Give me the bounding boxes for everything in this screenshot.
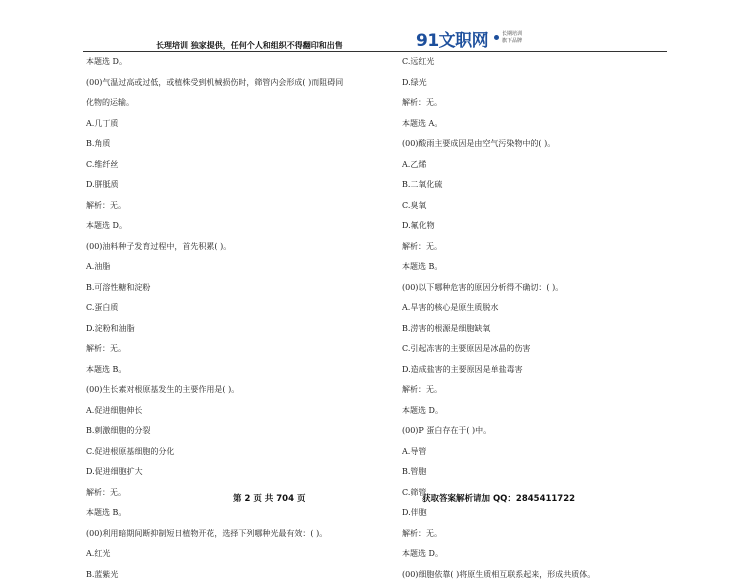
text-line: (00)油料种子发育过程中，首先积累( )。 <box>86 237 396 258</box>
text-line: 本题选 D。 <box>402 401 672 422</box>
text-line: (00)气温过高或过低，或植株受到机械损伤时，筛管内会形成( )而阻碍同 <box>86 73 396 94</box>
text-line: B.二氧化硫 <box>402 175 672 196</box>
text-line: B.涝害的根源是细胞缺氧 <box>402 319 672 340</box>
text-line: C.远红光 <box>402 52 672 73</box>
right-column <box>402 52 672 585</box>
text-line: A.几丁质 <box>86 114 396 135</box>
logo-dot-icon <box>494 35 499 40</box>
logo-sub-line-1: 长期培训 <box>502 31 522 38</box>
text-line: 解析：无。 <box>402 93 672 114</box>
page-header <box>0 0 750 58</box>
logo-subtitle <box>502 31 522 45</box>
text-line: C.维纤丝 <box>86 155 396 176</box>
left-column <box>86 52 396 585</box>
text-line: D.氟化物 <box>402 216 672 237</box>
text-line: 解析：无。 <box>86 483 396 504</box>
text-line: A.促进细胞伸长 <box>86 401 396 422</box>
text-line: B.蓝紫光 <box>86 565 396 585</box>
text-line: A.油脂 <box>86 257 396 278</box>
text-line: B.管胞 <box>402 462 672 483</box>
text-line: 本题选 A。 <box>402 114 672 135</box>
text-line: 本题选 D。 <box>402 544 672 565</box>
text-line: D.淀粉和油脂 <box>86 319 396 340</box>
text-line: 解析：无。 <box>402 524 672 545</box>
text-line: 化物的运输。 <box>86 93 396 114</box>
text-line: C.臭氧 <box>402 196 672 217</box>
text-line: 解析：无。 <box>402 380 672 401</box>
text-line: B.刺激细胞的分裂 <box>86 421 396 442</box>
text-line: A.红光 <box>86 544 396 565</box>
text-line: C.筛管 <box>402 483 672 504</box>
text-line: (00)P 蛋白存在于( )中。 <box>402 421 672 442</box>
header-note: 长理培训 独家提供，任何个人和组织不得翻印和出售 <box>156 40 343 51</box>
text-line: A.乙烯 <box>402 155 672 176</box>
text-line: A.旱害的核心是原生质脱水 <box>402 298 672 319</box>
text-line: 本题选 B。 <box>86 360 396 381</box>
text-line: C.蛋白质 <box>86 298 396 319</box>
text-line: 本题选 B。 <box>402 257 672 278</box>
text-line: (00)利用暗期间断抑制短日植物开花，选择下列哪种光最有效：( )。 <box>86 524 396 545</box>
text-line: C.促进根原基细胞的分化 <box>86 442 396 463</box>
text-line: 本题选 D。 <box>86 52 396 73</box>
text-line: D.胼胝质 <box>86 175 396 196</box>
text-line: C.引起冻害的主要原因是冰晶的伤害 <box>402 339 672 360</box>
text-line: D.促进细胞扩大 <box>86 462 396 483</box>
text-line: 解析：无。 <box>402 237 672 258</box>
text-line: 本题选 D。 <box>86 216 396 237</box>
text-line: 解析：无。 <box>86 196 396 217</box>
text-line: B.可溶性糖和淀粉 <box>86 278 396 299</box>
text-line: (00)细胞依靠( )将原生质相互联系起来，形成共质体。 <box>402 565 672 585</box>
text-line: (00)酸雨主要成因是由空气污染物中的( )。 <box>402 134 672 155</box>
page-number: 第 2 页 共 704 页 <box>233 492 305 504</box>
text-line: D.造成盐害的主要原因是单盐毒害 <box>402 360 672 381</box>
text-line: A.导管 <box>402 442 672 463</box>
logo-sub-line-2: 旗下品牌 <box>502 38 522 45</box>
text-line: (00)生长素对根原基发生的主要作用是( )。 <box>86 380 396 401</box>
text-line: D.伴胞 <box>402 503 672 524</box>
text-line: (00)以下哪种危害的原因分析得不确切：( )。 <box>402 278 672 299</box>
contact-info: 获取答案解析请加 QQ：2845411722 <box>422 492 575 504</box>
text-line: 解析：无。 <box>86 339 396 360</box>
text-line: D.绿光 <box>402 73 672 94</box>
text-line: 本题选 B。 <box>86 503 396 524</box>
text-line: B.角质 <box>86 134 396 155</box>
logo-text: 91文职网 <box>416 26 488 51</box>
